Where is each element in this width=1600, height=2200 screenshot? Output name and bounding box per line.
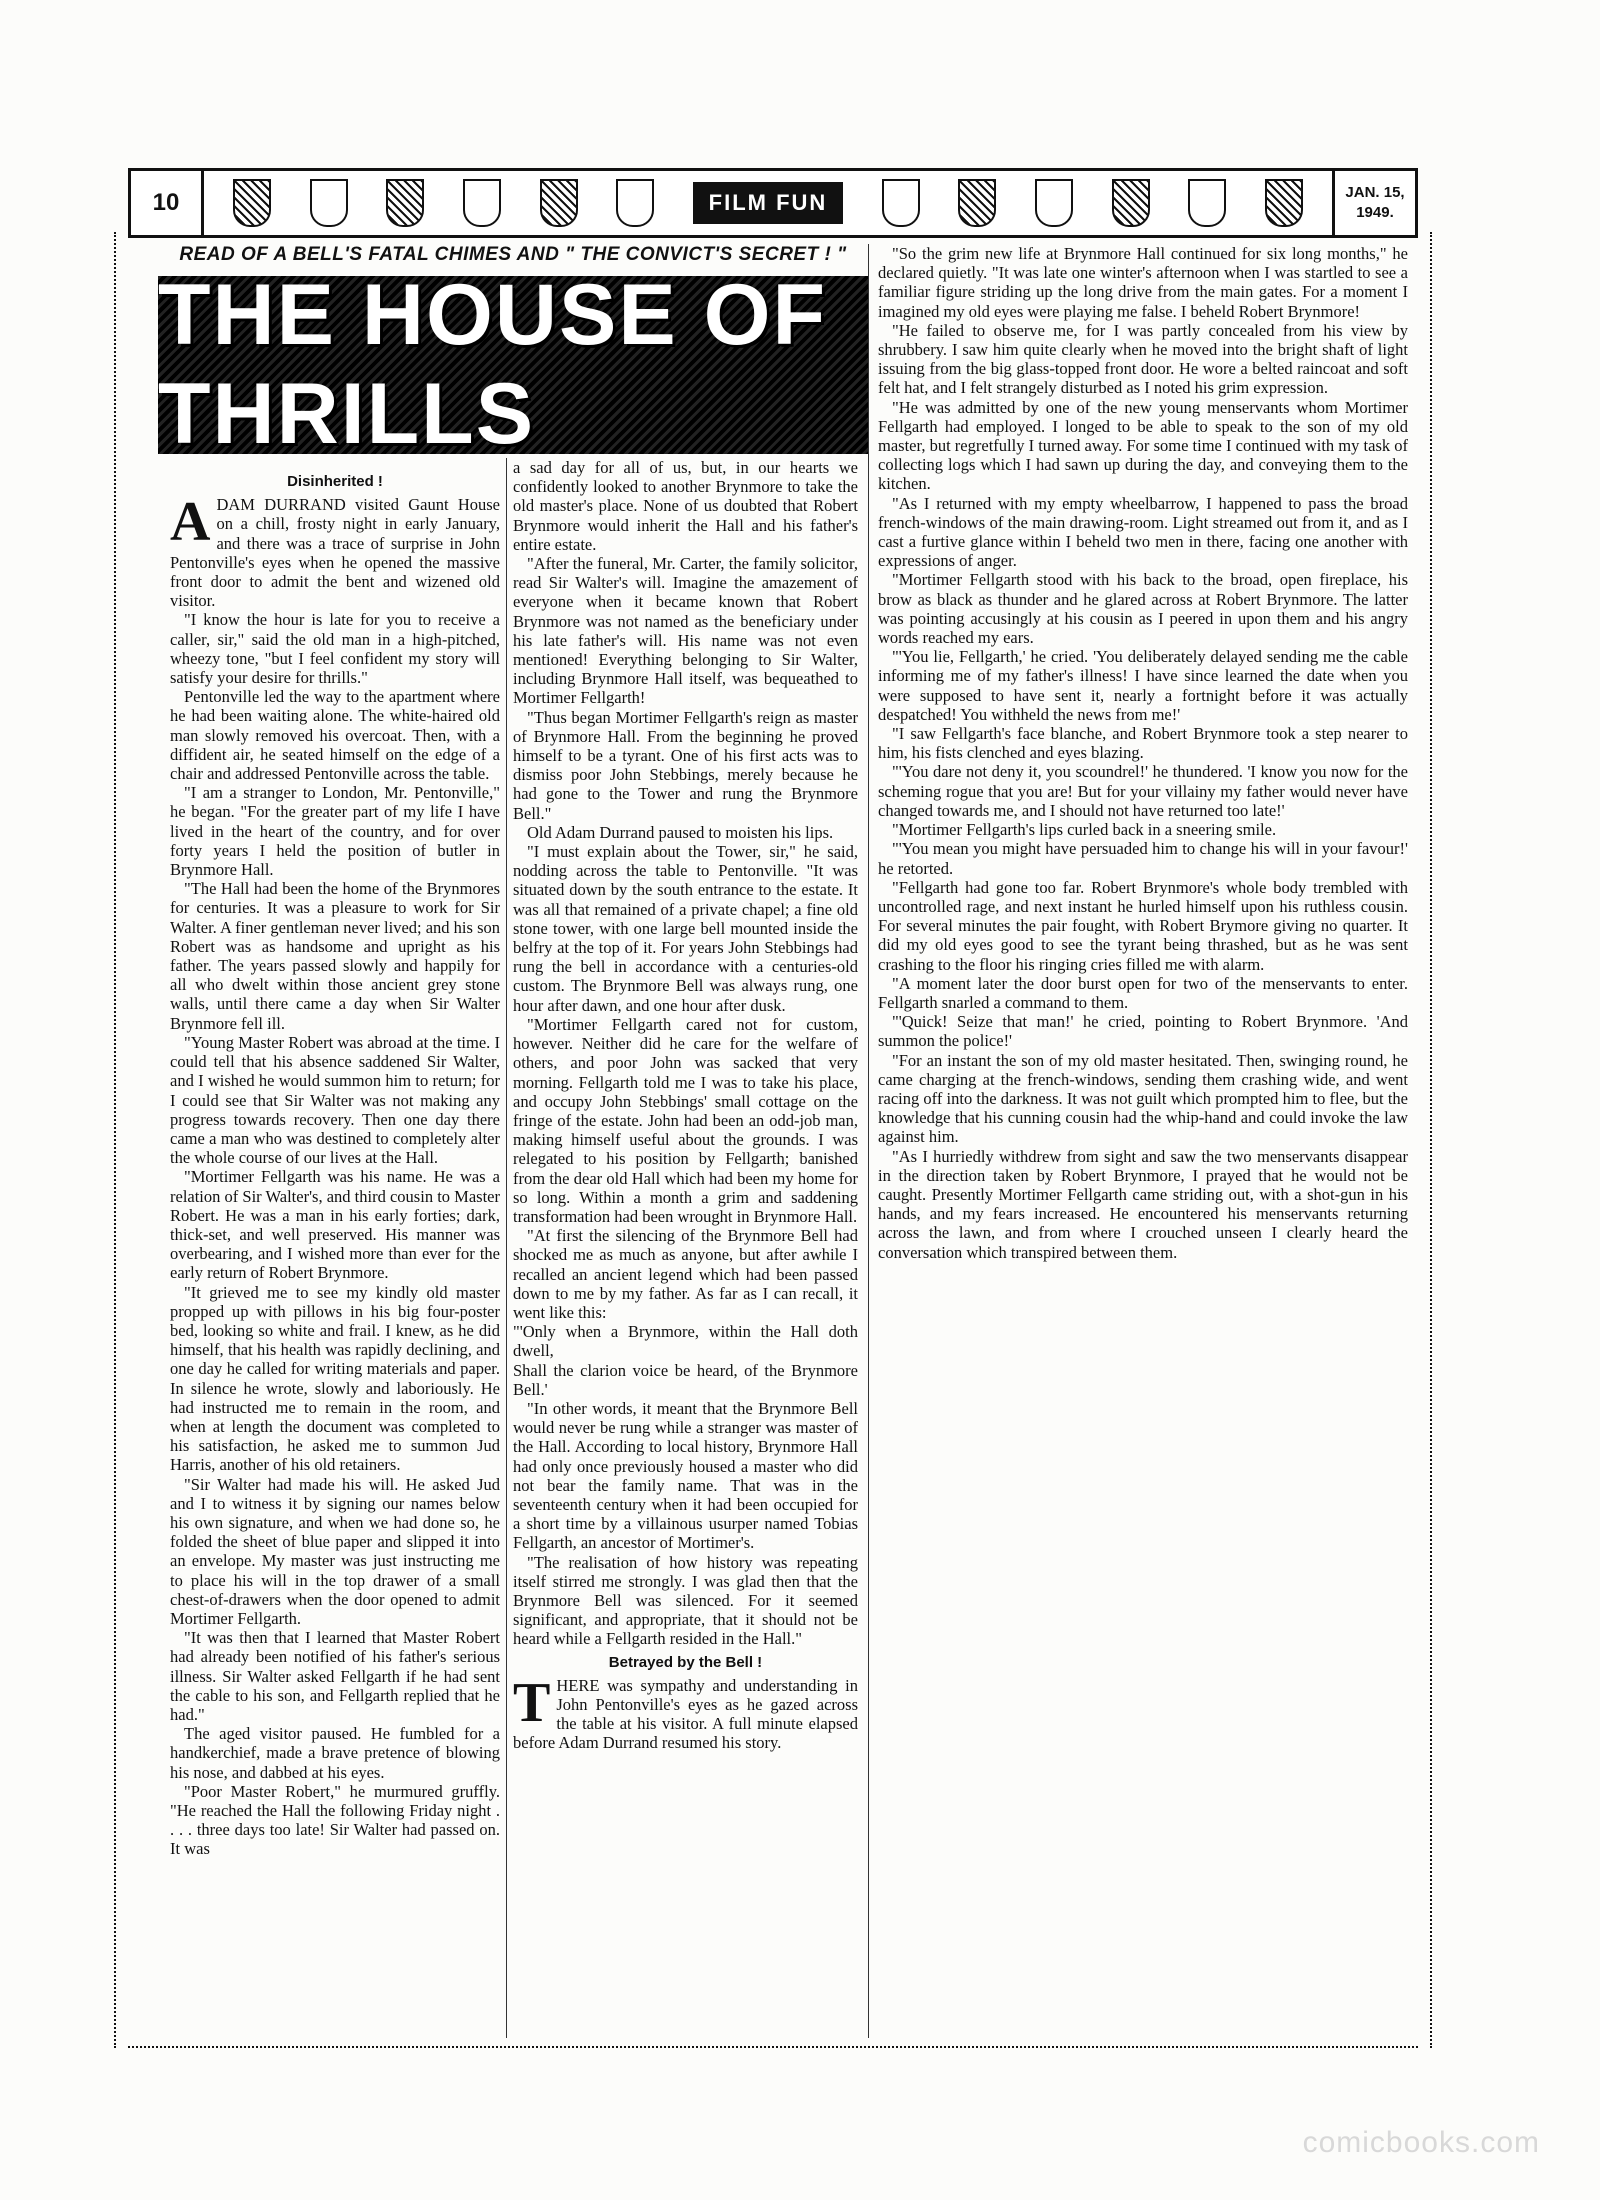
story-tagline: READ OF A BELL'S FATAL CHIMES AND " THE CONVICT'S SECRET ! "	[179, 244, 847, 265]
column-rule	[506, 458, 507, 2038]
shield-icon	[310, 179, 348, 227]
paragraph: Pentonville led the way to the apartment where he had been waiting alone. The white-haired old man slowly removed his overcoat. Then, with a diffident air, he seated himself on the edge of a chair and addressed Pentonville across the table.	[170, 687, 500, 784]
left-border-rule	[114, 232, 116, 2048]
shield-icon	[540, 179, 578, 227]
paragraph: "Thus began Mortimer Fellgarth's reign as master of Brynmore Hall. From the beginning he proved himself to be a tyrant. One of his first acts was to dismiss poor John Stebbings, merely because he had gone to the Tower and rung the Brynmore Bell."	[513, 707, 858, 823]
text-column-3	[878, 244, 1408, 1262]
header-banner	[128, 168, 1418, 238]
paragraph: "The Hall had been the home of the Brynmores for centuries. It was a pleasure to work for Sir Walter. A finer gentleman never lived; and his son Robert was as handsome and upright as his father. The years passed slowly and happily for all who dwelt within those ancient grey stone walls, until there came a day when Sir Walter Brynmore fell ill.	[170, 879, 500, 1033]
paragraph: "A moment later the door burst open for two of the menservants to enter. Fellgarth snarled a command to them.	[878, 973, 1408, 1012]
page-frame	[128, 168, 1418, 2048]
paragraph: "'Quick! Seize that man!' he cried, pointing to Robert Brynmore. 'And summon the police!'	[878, 1012, 1408, 1051]
shield-icon	[1112, 179, 1150, 227]
paragraph: "Sir Walter had made his will. He asked Jud and I to witness it by signing our names below his own signature, and when we had done so, he folded the sheet of blue paper and slipped it into an envelope. My master was just instructing me to place his will in the top drawer of a small chest-of-drawers when the door opened to admit Mortimer Fellgarth.	[170, 1474, 500, 1628]
paragraph: Old Adam Durrand paused to moisten his lips.	[527, 822, 834, 842]
shield-icon	[616, 179, 654, 227]
date-line-1: JAN. 15,	[1345, 184, 1405, 201]
right-border-rule	[1430, 232, 1432, 2048]
text-column-1	[170, 468, 500, 1859]
paragraph: "It was then that I learned that Master Robert had already been notified of his father's serious illness. Sir Walter asked Fellgarth if he had sent the cable to his son, and Fellgarth replied that he had."	[170, 1628, 500, 1724]
subhead-disinherited: Disinherited !	[287, 473, 383, 490]
watermark: comicbooks.com	[1302, 2126, 1540, 2159]
paragraph: "Poor Master Robert," he murmured gruffly. "He reached the Hall the following Friday night . . . . three days too late! Sir Walter had passed on. It was	[170, 1781, 500, 1859]
paragraph: "As I hurriedly withdrew from sight and saw the two menservants disappear in the direction taken by Robert Brynmore, I prayed that he would not be caught. Presently Mortimer Fellgarth came striding out, with a shot-gun in his hands, and my fears increased. He encountered his menservants returning across the lawn, and from where I crouched unseen I clearly heard the conversation which transpired between them.	[878, 1146, 1408, 1262]
shield-icon	[1265, 179, 1303, 227]
verse-line: "'Only when a Brynmore, within the Hall doth dwell,	[513, 1322, 858, 1361]
paragraph: "Fellgarth had gone too far. Robert Brynmore's whole body trembled with uncontrolled rage, and next instant he hurled himself upon his ruthless cousin. For several minutes the pair fought, with Robert Brymore giving no quarter. It did my old eyes good to see the tyrant being thrashed, but as he was sent crashing to the floor his ringing cries filled me with alarm.	[878, 877, 1408, 974]
paragraph: "Mortimer Fellgarth stood with his back to the broad, open fireplace, his brow as black as thunder and he glared across at Robert Brynmore. The latter was pointing accusingly at his cousin as I peered in upon them and his angry words reached my ears.	[878, 570, 1408, 648]
issue-date	[1332, 171, 1415, 235]
shield-row	[204, 179, 1332, 227]
paragraph: The aged visitor paused. He fumbled for a handkerchief, made a brave pretence of blowing his nose, and dabbed at his eyes.	[170, 1724, 500, 1782]
story-title: THE HOUSE OF THRILLS	[158, 267, 828, 462]
paragraph: "In other words, it meant that the Brynmore Bell would never be rung while a stranger was master of the Hall. According to local history, Brynmore Hall had only once previously housed a master who did not bear the family name. That was in the seventeenth century when it had been occupied for a short time by a villainous usurper named Tobias Fellgarth, an ancestor of Mortimer's.	[513, 1398, 858, 1553]
bottom-border-rule	[128, 2046, 1418, 2048]
paragraph: "'You dare not deny it, you scoundrel!' he thundered. 'I know you now for the scheming rogue that you are! But for your villainy my father would never have changed towards me, and I should not have returned too late!'	[878, 762, 1408, 820]
drop-cap: A	[170, 491, 211, 554]
paragraph: "The realisation of how history was repeating itself stirred me strongly. I was glad then that the Brynmore Bell was silenced. For it seemed significant, and appropriate, that it should not be heard while a Fellgarth resided in the Hall."	[513, 1552, 858, 1649]
shield-icon	[1188, 179, 1226, 227]
shield-icon	[463, 179, 501, 227]
paragraph: "Mortimer Fellgarth cared not for custom, however. Neither did he care for the welfare of others, and poor John was sacked that very morning. Fellgarth told me I was to take his place, and occupy John Stebbings' small cottage on the fringe of the estate. John had been an odd-job man, making himself useful about the grounds. I was relegated to his position by Fellgarth; banished from the dear old Hall which had been my home for so long. Within a month a grim and saddening transformation had been wrought in Brynmore Hall.	[513, 1014, 858, 1226]
drop-cap: T	[513, 1671, 551, 1734]
paragraph: "So the grim new life at Brynmore Hall continued for six long months," he declared quietly. "It was late one winter's afternoon when I was startled to see a familiar figure striding up the long drive from the main gates. For a moment I imagined my old eyes were playing me false. I beheld Robert Brynmore!	[878, 244, 1408, 321]
shield-icon	[958, 179, 996, 227]
paragraph: "I know the hour is late for you to receive a caller, sir," said the old man in a high-pitched, wheezy tone, "but I feel confident my story will satisfy your desire for thrills."	[170, 610, 500, 688]
column-rule	[868, 244, 869, 2038]
date-line-2: 1949.	[1356, 204, 1394, 221]
text-column-2	[513, 458, 858, 1753]
paragraph: "For an instant the son of my old master hesitated. Then, swinging round, he came charging at the french-windows, sending them crashing wide, and went racing off into the darkness. It was not guilt which prompted him to flee, but the knowledge that his cunning cousin had the whip-hand and could invoke the law against him.	[878, 1050, 1408, 1147]
paragraph: "At first the silencing of the Brynmore Bell had shocked me as much as anyone, but after awhile I recalled an ancient legend which had been passed down to me by my father. As far as I can recall, it went like this:	[513, 1226, 858, 1322]
paragraph: HERE was sympathy and understanding in John Pentonville's eyes as he gazed across the table at his visitor. A full minute elapsed before Adam Durrand resumed his story.	[513, 1675, 858, 1753]
paragraph: "Mortimer Fellgarth's lips curled back in a sneering smile.	[892, 820, 1277, 840]
shield-icon	[882, 179, 920, 227]
paragraph: DAM DURRAND visited Gaunt House on a chill, frosty night in early January, and there was a trace of surprise in John Pentonville's eyes when he opened the massive front door to admit the bent and wizened old visitor.	[170, 495, 500, 611]
subhead-betrayed: Betrayed by the Bell !	[608, 1653, 763, 1671]
paragraph: "Mortimer Fellgarth was his name. He was a relation of Sir Walter's, and third cousin to Master Robert. He was a man in his early forties; dark, thick-set, and well preserved. His manner was overbearing, and I wished more than ever for the early return of Robert Brynmore.	[170, 1167, 500, 1283]
paragraph: "'You lie, Fellgarth,' he cried. 'You deliberately delayed sending me the cable informing me of my father's illness! I have since learned the date when you were supposed to have sent it, nearly a fortnight before it was actually despatched! You withheld the news from me!'	[878, 647, 1408, 724]
verse-line: Shall the clarion voice be heard, of the Brynmore Bell.'	[513, 1360, 858, 1399]
shield-icon	[1035, 179, 1073, 227]
paragraph: "He failed to observe me, for I was partly concealed from his view by shrubbery. I saw him quite clearly when he moved into the bright shaft of light issuing from the big glass-topped front door. He wore a belted raincoat and soft felt hat, and I felt strangely disturbed as I noted his grim expression.	[878, 320, 1408, 398]
page-number: 10	[131, 171, 204, 235]
paragraph: "After the funeral, Mr. Carter, the family solicitor, read Sir Walter's will. Imagine the amazement of everyone when it became known that Robert Brynmore was not named as the beneficiary under his late father's will. His name was not even mentioned! Everything belonging to Sir Walter, including Brynmore Hall itself, was bequeathed to Mortimer Fellgarth!	[513, 554, 858, 708]
paragraph: a sad day for all of us, but, in our hearts we confidently looked to another Brynmore to take the old master's place. None of us doubted that Robert Brynmore would inherit the Hall and his father's entire estate.	[513, 458, 858, 554]
shield-icon	[386, 179, 424, 227]
paragraph: "I am a stranger to London, Mr. Pentonville," he began. "For the greater part of my life I have lived in the heart of the country, and for over forty years I held the position of butler in Brynmore Hall.	[170, 783, 500, 880]
shield-icon	[233, 179, 271, 227]
paragraph: "I must explain about the Tower, sir," he said, nodding across the table to Pentonville. "It was situated down by the south entrance to the estate. It was all that remained of a private chapel; a fine old stone tower, with one large bell mounted inside the belfry at the top of it. For years John Stebbings had rung the bell in accordance with a centuries-old custom. The Brynmore Bell was always rung, one hour after dawn, and one hour after dusk.	[513, 842, 858, 1015]
paragraph: "Young Master Robert was abroad at the time. I could tell that his absence saddened Sir Walter, and I wished he would summon him to return; for I could see that Sir Walter was not making any progress towards recovery. Then one day there came a man who was destined to completely alter the whole course of our lives at the Hall.	[170, 1032, 500, 1168]
paragraph: "I saw Fellgarth's face blanche, and Robert Brynmore took a step nearer to him, his fists clenched and eyes blazing.	[878, 724, 1408, 763]
paragraph: "'You mean you might have persuaded him to change his will in your favour!' he retorted.	[878, 839, 1408, 878]
masthead-logo: FILM FUN	[693, 182, 844, 224]
title-panel	[158, 267, 868, 462]
paragraph: "As I returned with my empty wheelbarrow, I happened to pass the broad french-windows of the main drawing-room. Light streamed out from it, and as I cast a furtive glance within I beheld two men in there, facing one another with expressions of anger.	[878, 493, 1408, 571]
paragraph: "He was admitted by one of the new young menservants whom Mortimer Fellgarth had employed. I longed to be able to speak to the son of my old master, but regretfully I turned away. For some time I continued with my task of collecting logs which I had sawn up during the day, and conveying them to the kitchen.	[878, 397, 1408, 494]
paragraph: "It grieved me to see my kindly old master propped up with pillows in his big four-poster bed, looking so white and frail. I knew, as he did himself, that his health was rapidly declining, and one day he called for writing materials and paper. In silence he wrote, slowly and laboriously. He had instructed me to remain in the room, and when at length the document was completed to his satisfaction, he asked me to summon Jud Harris, another of his old retainers.	[170, 1282, 500, 1475]
